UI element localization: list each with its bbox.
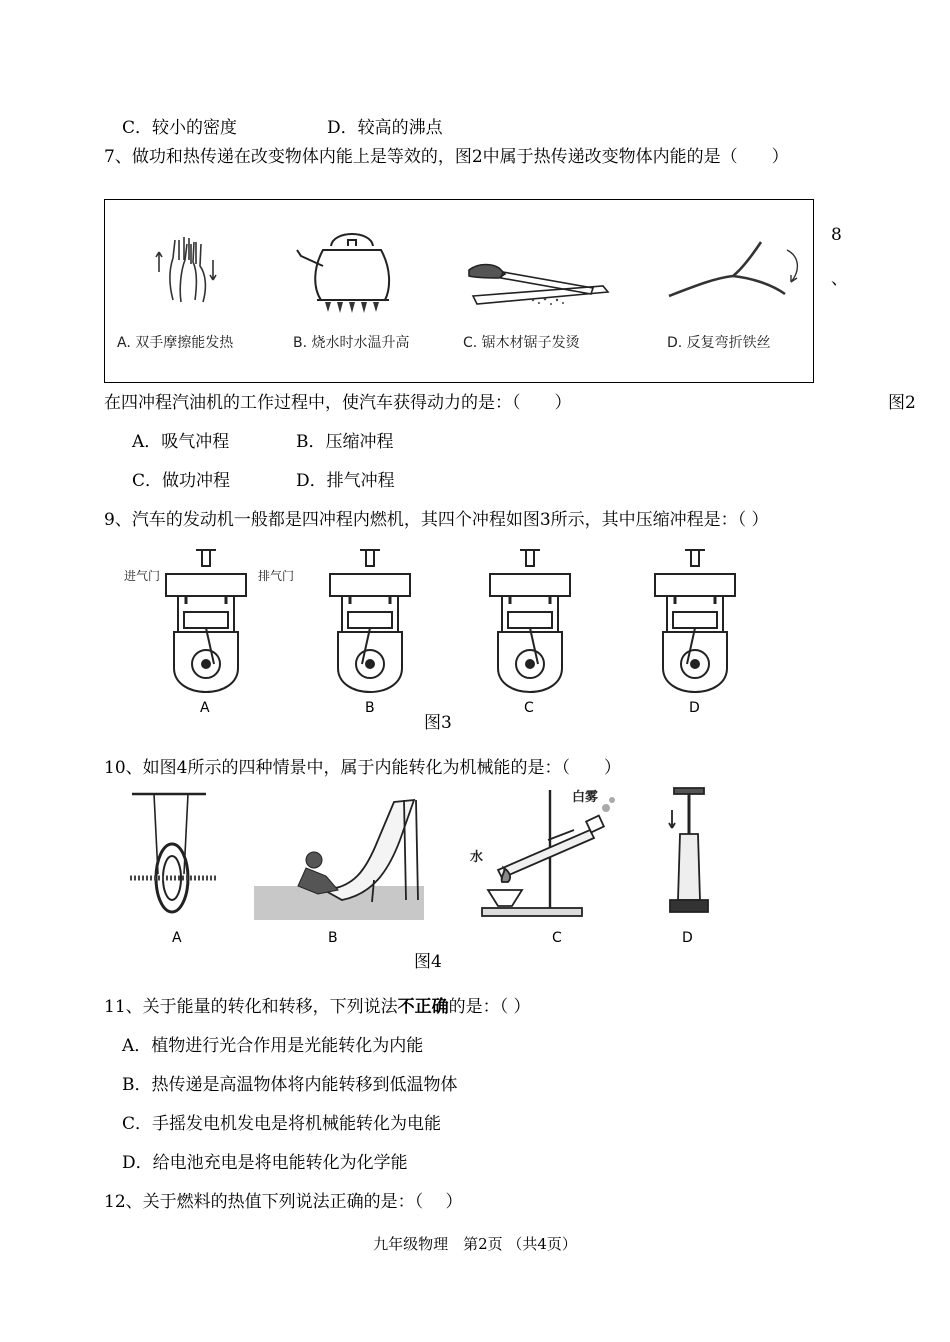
q8-option-c: C．做功冲程	[132, 471, 231, 491]
scene-letter-c: C	[552, 930, 562, 946]
engine-letter-d: D	[689, 700, 700, 716]
q6-option-c: C．较小的密度	[122, 118, 238, 138]
intake-valve-label: 进气门	[124, 569, 161, 583]
engine-a	[166, 550, 246, 692]
engine-b	[330, 550, 410, 692]
q9-stem: 9、汽车的发动机一般都是四冲程内燃机，其四个冲程如图3所示，其中压缩冲程是：（ ）	[104, 510, 769, 530]
engine-letter-c: C	[524, 700, 534, 716]
air-piston-illustration	[664, 782, 714, 922]
scene-letter-b: B	[328, 930, 338, 946]
maxwell-wheel-illustration	[124, 790, 224, 920]
q10-stem: 10、如图4所示的四种情景中，属于内能转化为机械能的是：（ ）	[104, 758, 621, 778]
figure-2-label: 图2	[888, 393, 916, 413]
water-label: 水	[470, 850, 484, 865]
q8-comma: 、	[831, 269, 848, 289]
page-footer: 九年级物理 第2页 （共4页）	[373, 1235, 577, 1253]
q11-stem-emphasis: 不正确	[397, 997, 449, 1017]
slide-illustration	[254, 790, 424, 920]
figure-3-label: 图3	[424, 713, 452, 733]
white-mist-label: 白雾	[572, 790, 599, 805]
q12-stem: 12、关于燃料的热值下列说法正确的是：（ ）	[104, 1192, 463, 1212]
engine-d	[655, 550, 735, 692]
q11-stem	[104, 996, 531, 1018]
q6-option-d: D．较高的沸点	[327, 118, 443, 138]
engine-c	[490, 550, 570, 692]
test-tube-heating-illustration	[478, 790, 618, 920]
q11-option-b: B．热传递是高温物体将内能转移到低温物体	[122, 1075, 458, 1095]
q8-option-d: D．排气冲程	[296, 471, 395, 491]
q7-stem: 7、做功和热传递在改变物体内能上是等效的，图2中属于热传递改变物体内能的是（ ）	[104, 147, 789, 167]
caption-a: A. 双手摩擦能发热	[117, 335, 234, 351]
engine-letter-a: A	[200, 700, 210, 716]
exhaust-valve-label: 排气门	[258, 569, 295, 583]
figure-4-label: 图4	[414, 952, 442, 972]
caption-d: D. 反复弯折铁丝	[667, 335, 771, 351]
q8-option-b: B．压缩冲程	[296, 432, 394, 452]
engine-letter-b: B	[365, 700, 375, 716]
q8-number: 8	[831, 225, 842, 245]
q11-option-d: D．给电池充电是将电能转化为化学能	[122, 1153, 408, 1173]
scene-letter-a: A	[172, 930, 182, 946]
q11-option-c: C．手摇发电机发电是将机械能转化为电能	[122, 1114, 442, 1134]
caption-b: B. 烧水时水温升高	[293, 335, 410, 351]
q11-stem-before: 11、关于能量的转化和转移，下列说法	[104, 997, 398, 1017]
scene-letter-d: D	[682, 930, 693, 946]
q11-option-a: A．植物进行光合作用是光能转化为内能	[122, 1036, 424, 1056]
q8-stem: 在四冲程汽油机的工作过程中，使汽车获得动力的是：（ ）	[104, 393, 572, 413]
q11-stem-after: 的是：（ ）	[448, 997, 531, 1017]
q8-option-a: A．吸气冲程	[132, 432, 230, 452]
caption-c: C. 锯木材锯子发烫	[463, 335, 580, 351]
